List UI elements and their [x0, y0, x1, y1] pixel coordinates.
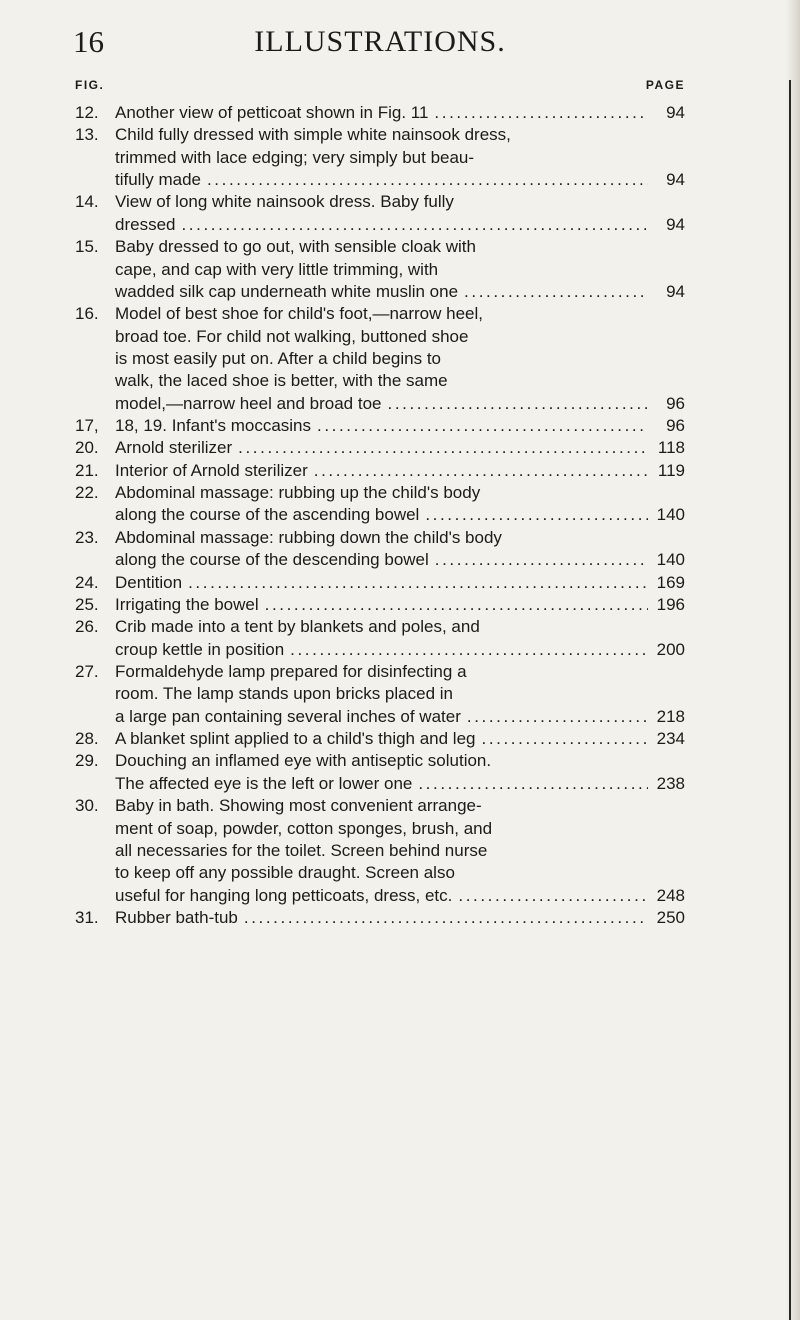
figure-number: 16. — [75, 304, 99, 324]
caption-line — [115, 549, 685, 571]
page-reference: 196 — [656, 594, 685, 614]
figure-number: 28. — [75, 729, 99, 749]
figure-number: 22. — [75, 483, 99, 503]
caption-line — [115, 169, 685, 191]
caption-line: all necessaries for the toilet. Screen behind nurse — [115, 840, 488, 860]
page-number: 16 — [73, 24, 104, 59]
entry-caption — [115, 750, 685, 795]
caption-line: Formaldehyde lamp prepared for disinfecting a — [115, 661, 467, 681]
entry-caption — [115, 728, 685, 750]
caption-text: model,—narrow heel and broad toe — [115, 393, 382, 413]
caption-line: ment of soap, powder, cotton sponges, brush, and — [115, 818, 493, 838]
dot-leader — [418, 773, 648, 795]
caption-line: Baby in bath. Showing most convenient arrange- — [115, 796, 482, 816]
figure-number: 14. — [75, 192, 99, 212]
caption-line — [115, 594, 685, 616]
page-edge-line — [789, 80, 791, 1320]
figure-number: 31. — [75, 907, 99, 927]
page-header — [73, 22, 687, 62]
dot-leader — [244, 907, 648, 929]
list-item — [75, 728, 685, 750]
caption-line — [115, 393, 685, 415]
page-reference: 169 — [656, 572, 685, 592]
list-item — [75, 661, 685, 728]
figure-number: 17, — [75, 416, 99, 436]
entry-caption — [115, 572, 685, 594]
page-reference: 200 — [656, 639, 685, 659]
caption-text: dressed — [115, 214, 176, 234]
dot-leader — [467, 706, 648, 728]
list-item — [75, 236, 685, 303]
entry-caption — [115, 527, 685, 572]
dot-leader — [464, 281, 648, 303]
caption-line: Child fully dressed with simple white nainsook dress, — [115, 125, 511, 145]
page-reference: 218 — [656, 706, 685, 726]
dot-leader — [290, 639, 648, 661]
figure-number: 23. — [75, 527, 99, 547]
entry-caption — [115, 191, 685, 236]
figure-number: 21. — [75, 460, 99, 480]
caption-text: wadded silk cap underneath white muslin one — [115, 281, 459, 301]
page-reference: 94 — [666, 214, 685, 234]
list-item — [75, 482, 685, 527]
entry-caption — [115, 594, 685, 616]
caption-line — [115, 706, 685, 728]
list-item — [75, 437, 685, 459]
list-item — [75, 191, 685, 236]
page-column-header: PAGE — [645, 78, 685, 92]
caption-line — [115, 415, 685, 437]
caption-line: Abdominal massage: rubbing down the child's body — [115, 527, 502, 547]
caption-text: useful for hanging long petticoats, dress, etc. — [115, 885, 453, 905]
page-reference: 250 — [656, 907, 685, 927]
entry-caption — [115, 482, 685, 527]
caption-line — [115, 214, 685, 236]
entry-caption — [115, 460, 685, 482]
figure-number: 24. — [75, 572, 99, 592]
list-item — [75, 572, 685, 594]
caption-text: along the course of the ascending bowel — [115, 505, 420, 525]
caption-text: Another view of petticoat shown in Fig. 11 — [115, 103, 429, 122]
caption-line — [115, 907, 685, 929]
illustration-list — [75, 102, 685, 929]
caption-line — [115, 639, 685, 661]
page-reference: 96 — [666, 393, 685, 413]
figure-number: 12. — [75, 103, 99, 122]
dot-leader — [265, 594, 648, 616]
page-reference: 140 — [656, 550, 685, 570]
caption-line — [115, 885, 685, 907]
list-item — [75, 594, 685, 616]
caption-text: Rubber bath-tub — [115, 907, 238, 927]
list-item — [75, 124, 685, 191]
caption-text: Interior of Arnold sterilizer — [115, 460, 308, 480]
entry-caption — [115, 102, 685, 124]
caption-text: croup kettle in position — [115, 639, 285, 659]
caption-line: broad toe. For child not walking, buttoned shoe — [115, 326, 469, 346]
caption-line: Model of best shoe for child's foot,—narrow heel, — [115, 304, 483, 324]
caption-line: cape, and cap with very little trimming, with — [115, 259, 439, 279]
caption-text: Irrigating the bowel — [115, 594, 259, 614]
caption-line: walk, the laced shoe is better, with the same — [115, 371, 448, 391]
caption-text: 18, 19. Infant's moccasins — [115, 416, 312, 436]
caption-line: trimmed with lace edging; very simply but beau- — [115, 147, 475, 167]
figure-number: 29. — [75, 751, 99, 771]
caption-line: is most easily put on. After a child begins to — [115, 348, 442, 368]
caption-line: Crib made into a tent by blankets and poles, and — [115, 617, 480, 637]
dot-leader — [317, 415, 648, 437]
list-item — [75, 527, 685, 572]
figure-number: 26. — [75, 617, 99, 637]
entry-caption — [115, 236, 685, 303]
page-reference: 248 — [656, 885, 685, 905]
dot-leader — [434, 102, 648, 124]
list-item — [75, 795, 685, 907]
list-item — [75, 460, 685, 482]
page-reference: 118 — [657, 438, 685, 458]
entry-caption — [115, 661, 685, 728]
caption-line — [115, 102, 685, 124]
caption-text: Arnold sterilizer — [115, 438, 233, 458]
caption-line: Baby dressed to go out, with sensible cloak with — [115, 237, 476, 257]
caption-line: View of long white nainsook dress. Baby fully — [115, 192, 454, 212]
page-reference: 238 — [656, 773, 685, 793]
caption-text: along the course of the descending bowel — [115, 550, 429, 570]
caption-line — [115, 572, 685, 594]
list-item — [75, 415, 685, 437]
page-reference: 94 — [666, 103, 685, 122]
dot-leader — [425, 504, 648, 526]
dot-leader — [435, 549, 648, 571]
caption-text: tifully made — [115, 170, 201, 190]
list-item — [75, 303, 685, 415]
caption-line: Douching an inflamed eye with antiseptic solution. — [115, 751, 492, 771]
dot-leader — [188, 572, 648, 594]
caption-line: to keep off any possible draught. Screen also — [115, 863, 455, 883]
caption-text: A blanket splint applied to a child's thigh and leg — [115, 729, 476, 749]
dot-leader — [458, 885, 648, 907]
page-reference: 234 — [656, 729, 685, 749]
page-reference: 140 — [656, 505, 685, 525]
caption-line — [115, 504, 685, 526]
page-reference: 94 — [666, 281, 685, 301]
list-item — [75, 616, 685, 661]
dot-leader — [238, 437, 648, 459]
figure-number: 30. — [75, 796, 99, 816]
caption-text: The affected eye is the left or lower one — [115, 773, 413, 793]
figure-number: 27. — [75, 661, 99, 681]
entry-caption — [115, 124, 685, 191]
entry-caption — [115, 907, 685, 929]
running-head: ILLUSTRATIONS. — [254, 25, 506, 58]
figure-number: 25. — [75, 594, 99, 614]
caption-line: Abdominal massage: rubbing up the child's body — [115, 483, 481, 503]
caption-line — [115, 460, 685, 482]
list-item — [75, 907, 685, 929]
list-item — [75, 102, 685, 124]
entry-caption — [115, 415, 685, 437]
caption-line — [115, 437, 685, 459]
caption-line — [115, 773, 685, 795]
page-reference: 119 — [657, 460, 685, 480]
figure-number: 15. — [75, 237, 99, 257]
entry-caption — [115, 795, 685, 907]
entry-caption — [115, 616, 685, 661]
entry-caption — [115, 437, 685, 459]
list-item — [75, 750, 685, 795]
dot-leader — [314, 460, 648, 482]
caption-line: room. The lamp stands upon bricks placed in — [115, 684, 453, 704]
dot-leader — [181, 214, 648, 236]
dot-leader — [482, 728, 649, 750]
fig-column-header: FIG. — [75, 78, 105, 92]
entry-caption — [115, 303, 685, 415]
page-reference: 94 — [666, 170, 685, 190]
caption-text: a large pan containing several inches of water — [115, 706, 461, 726]
page-reference: 96 — [666, 416, 685, 436]
column-headers — [75, 78, 685, 100]
caption-line — [115, 281, 685, 303]
caption-line — [115, 728, 685, 750]
caption-text: Dentition — [115, 572, 183, 592]
figure-number: 13. — [75, 125, 99, 145]
figure-number: 20. — [75, 438, 99, 458]
dot-leader — [207, 169, 648, 191]
dot-leader — [388, 393, 649, 415]
